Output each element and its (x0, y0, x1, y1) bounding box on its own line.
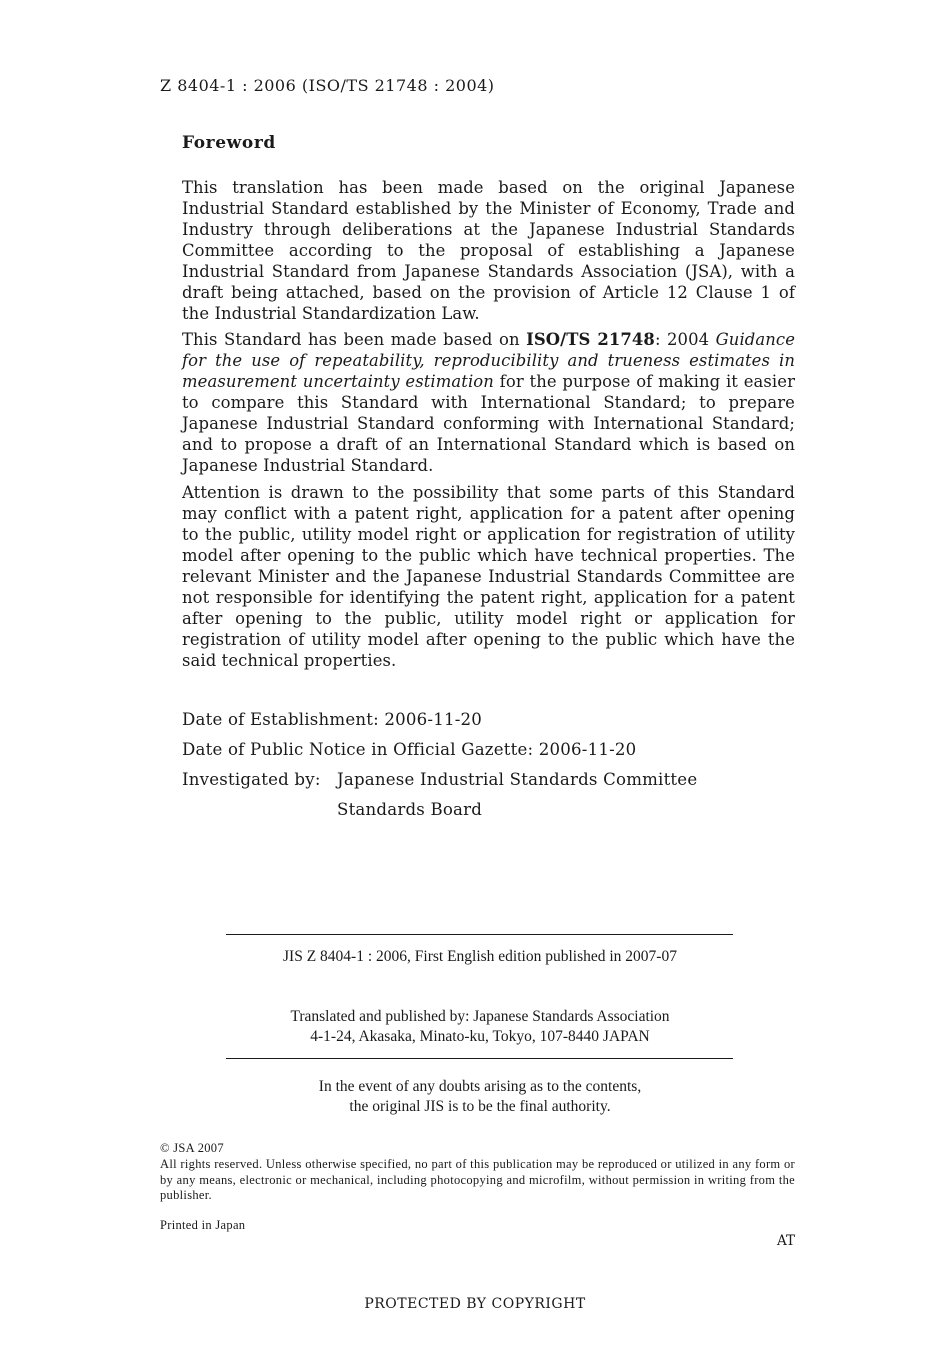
publisher-line-2: 4-1-24, Akasaka, Minato-ku, Tokyo, 107-8440 JAPAN (310, 1028, 650, 1045)
edition-line: JIS Z 8404-1 : 2006, First English edition published in 2007-07 (283, 948, 677, 965)
authority-notice (180, 1077, 780, 1117)
foreword-paragraph-2 (182, 329, 795, 476)
notice-line-1: In the event of any doubts arising as to the contents, (318, 1078, 642, 1095)
printed-in: Printed in Japan (160, 1218, 246, 1232)
foreword-paragraph-3: Attention is drawn to the possibility that some parts of this Standard may conflict with a patent right, application for a patent after opening to the public, utility model right or application for registration of utility model after opening to the public which have technical properties. The relevant Minister and the Japanese Industrial Standards Committee are not responsible for identifying the patent right, application for a patent after opening to the public, utility model right or application for registration of utility model after opening to the public which have the said technical properties. (182, 483, 795, 670)
standard-title: Guidance for the use of repeatability, reproducibility and trueness estimates in measurement uncertainty estimation (182, 330, 796, 391)
divider-bottom (226, 1058, 733, 1059)
standard-reference: ISO/TS 21748 (526, 330, 655, 349)
copyright-notice: © JSA 2007 (160, 1141, 224, 1155)
standard-reference-year: : 2004 (654, 330, 716, 349)
copyright-footer: PROTECTED BY COPYRIGHT (364, 1296, 586, 1312)
publisher-block (180, 1007, 780, 1047)
date-of-establishment: Date of Establishment: 2006-11-20 (182, 710, 483, 729)
investigated-by-board: Standards Board (337, 800, 483, 819)
foreword-title: Foreword (182, 133, 276, 153)
at-mark: AT (776, 1233, 795, 1249)
notice-line-2: the original JIS is to be the final authority. (349, 1098, 611, 1115)
foreword-paragraph-1: This translation has been made based on the original Japanese Industrial Standard established by the Minister of Economy, Trade and Industry through deliberations at the Japanese Industrial Standards Committee according to the proposal of establishing a Japanese Industrial Standard from Japanese Standards Association (JSA), with a draft being attached, based on the provision of Article 12 Clause 1 of the Industrial Standardization Law. (182, 178, 795, 323)
investigated-by-committee: Japanese Industrial Standards Committee (337, 770, 698, 789)
document-header: Z 8404-1 : 2006 (ISO/TS 21748 : 2004) (160, 76, 495, 95)
divider-top (226, 934, 733, 935)
rights-notice: All rights reserved. Unless otherwise specified, no part of this publication may be reproduced or utilized in any form or by any means, electronic or mechanical, including photocopying and microfilm, without permission in writing from the publisher. (160, 1157, 795, 1202)
investigated-by-label: Investigated by: (182, 770, 321, 789)
paragraph-rest: for the purpose of making it easier to compare this Standard with International Standard; to prepare Japanese Industrial Standard conforming with International Standard; and to propose a draft of an International Standard which is based on Japanese Industrial Standard. (182, 372, 795, 475)
paragraph-lead: This Standard has been made based on (182, 330, 527, 349)
date-of-public-notice: Date of Public Notice in Official Gazette: 2006-11-20 (182, 740, 637, 759)
publisher-line-1: Translated and published by: Japanese Standards Association (290, 1008, 670, 1025)
